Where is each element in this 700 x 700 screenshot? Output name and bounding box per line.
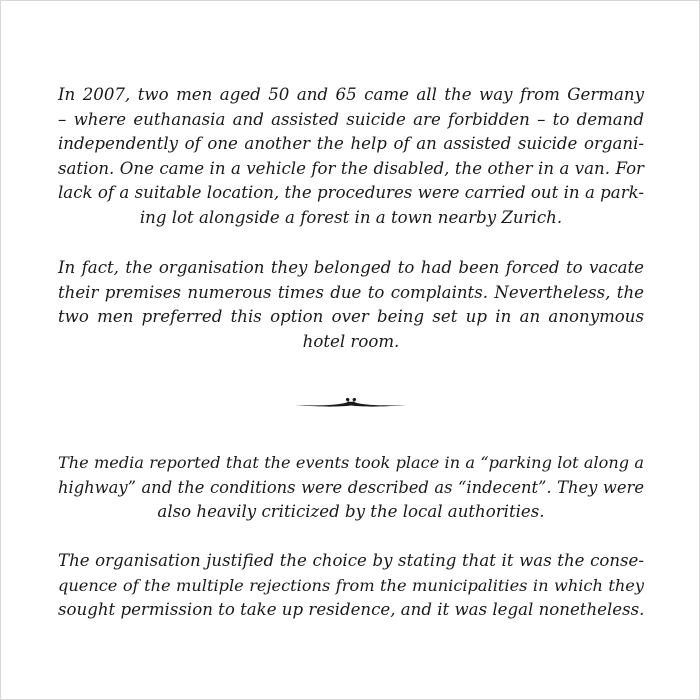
paragraph-4 bbox=[58, 549, 644, 623]
paragraph-line: also heavily criticized by the local authorities. bbox=[157, 502, 545, 522]
paragraph-line: In 2007, two men aged 50 and 65 came all the way from Germany bbox=[58, 85, 644, 104]
paragraph-line: their premises numerous times due to complaints. Nevertheless, the bbox=[58, 282, 644, 302]
paragraph-line: two men preferred this option over being set up in an anonymous bbox=[58, 307, 644, 327]
paragraph-line: sought permission to take up residence, and it was legal nonetheless. bbox=[58, 600, 645, 620]
paragraph-1 bbox=[58, 83, 644, 231]
paragraph-3 bbox=[58, 451, 644, 525]
paragraph-line: – where euthanasia and assisted suicide are forbidden – to demand bbox=[58, 109, 644, 129]
paragraph-line: lack of a suitable location, the procedures were carried out in a park- bbox=[58, 183, 644, 203]
paragraph-line: In fact, the organisation they belonged to had been forced to vacate bbox=[58, 258, 644, 277]
paragraph-line: hotel room. bbox=[302, 331, 400, 351]
paragraph-2 bbox=[58, 256, 644, 354]
paragraph-line: sation. One came in a vehicle for the disabled, the other in a van. For bbox=[58, 158, 644, 178]
paragraph-line: quence of the multiple rejections from the municipalities in which they bbox=[58, 575, 644, 595]
paragraph-line: highway” and the conditions were described as “indecent”. They were bbox=[58, 477, 644, 497]
paragraph-line: The organisation justified the choice by stating that it was the conse- bbox=[58, 551, 644, 570]
paragraph-line: The media reported that the events took place in a “parking lot along a bbox=[58, 453, 644, 472]
paragraph-line: ing lot alongside a forest in a town nearby Zurich. bbox=[139, 207, 563, 227]
flourish-divider-icon bbox=[291, 393, 411, 413]
paragraph-line: independently of one another the help of an assisted suicide organi- bbox=[58, 134, 644, 154]
